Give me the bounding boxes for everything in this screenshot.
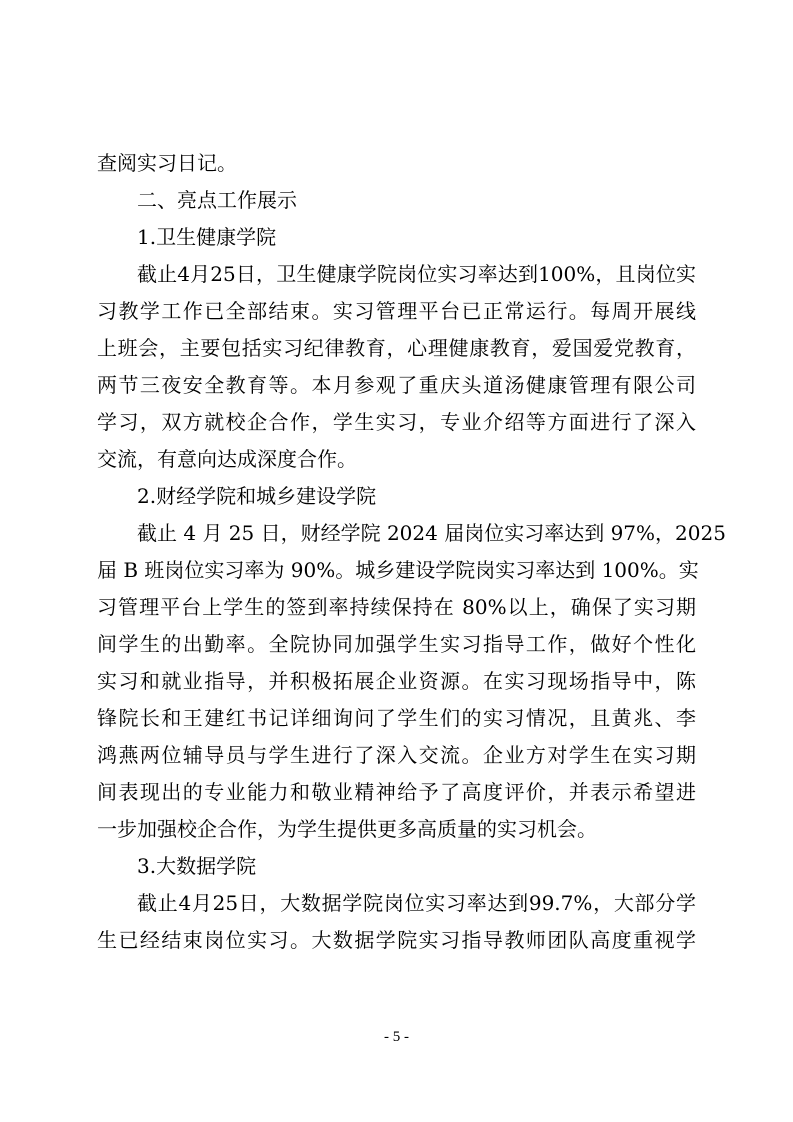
paragraph-line: 交流，有意向达成深度合作。 <box>97 447 357 471</box>
subsection-title: 2.财经学院和城乡建设学院 <box>137 484 377 508</box>
paragraph-line: 间学生的出勤率。全院协同加强学生实习指导工作，做好个性化 <box>97 632 696 656</box>
paragraph-line: 一步加强校企合作，为学生提供更多高质量的实习机会。 <box>97 817 597 841</box>
section-heading: 二、亮点工作展示 <box>137 188 297 212</box>
paragraph-line: 习教学工作已全部结束。实习管理平台已正常运行。每周开展线 <box>97 299 696 323</box>
paragraph-line: 锋院长和王建红书记详细询问了学生们的实习情况，且黄兆、李 <box>97 706 696 730</box>
paragraph-line: 习管理平台上学生的签到率持续保持在 80%以上，确保了实习期 <box>97 595 696 619</box>
paragraph-line: 截止4月25日，卫生健康学院岗位实习率达到100%，且岗位实 <box>137 262 696 286</box>
paragraph-line: 鸿燕两位辅导员与学生进行了深入交流。企业方对学生在实习期 <box>97 743 696 767</box>
paragraph-line: 截止 4 月 25 日，财经学院 2024 届岗位实习率达到 97%，2025 <box>137 521 726 545</box>
continuation-text: 查阅实习日记。 <box>97 151 237 175</box>
subsection-title: 3.大数据学院 <box>137 854 257 878</box>
paragraph-line: 学习，双方就校企合作，学生实习，专业介绍等方面进行了深入 <box>97 410 696 434</box>
paragraph-line: 上班会，主要包括实习纪律教育，心理健康教育，爱国爱党教育， <box>97 336 696 360</box>
paragraph-line: 届 B 班岗位实习率为 90%。城乡建设学院岗实习率达到 100%。实 <box>97 558 699 582</box>
subsection-title: 1.卫生健康学院 <box>137 225 277 249</box>
paragraph-line: 截止4月25日，大数据学院岗位实习率达到99.7%，大部分学 <box>137 891 696 915</box>
paragraph-line: 间表现出的专业能力和敬业精神给予了高度评价，并表示希望进 <box>97 780 696 804</box>
paragraph-line: 两节三夜安全教育等。本月参观了重庆头道汤健康管理有限公司 <box>97 373 696 397</box>
page-number: - 5 - <box>384 1029 409 1045</box>
paragraph-line: 生已经结束岗位实习。大数据学院实习指导教师团队高度重视学 <box>97 928 696 952</box>
paragraph-line: 实习和就业指导，并积极拓展企业资源。在实习现场指导中，陈 <box>97 669 696 693</box>
